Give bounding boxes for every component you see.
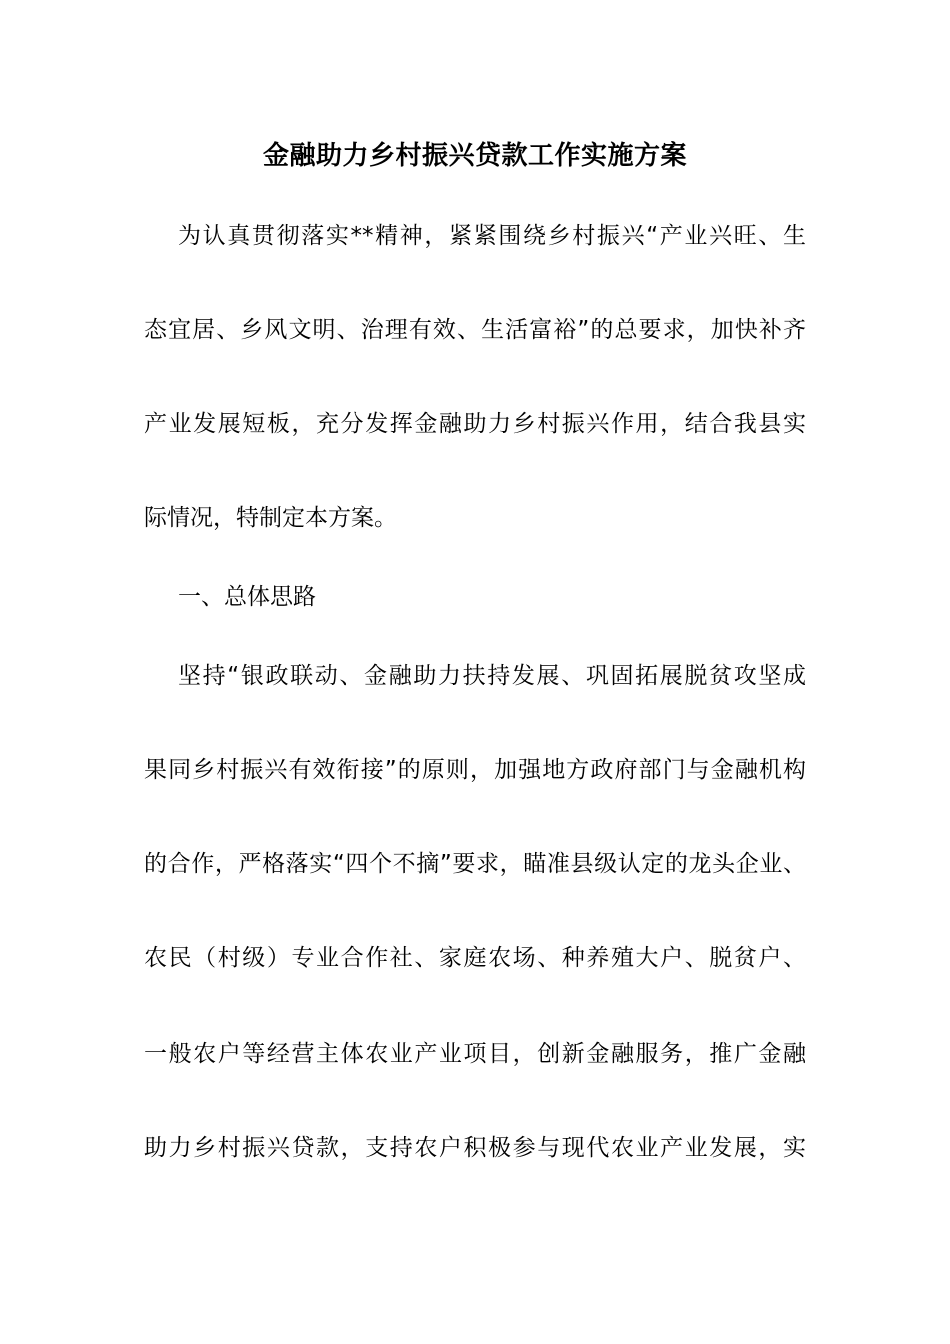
paragraph-1-line-2: 态宜居、乡风文明、治理有效、生活富裕”的总要求，加快补齐	[144, 317, 806, 343]
paragraph-1-line-4: 际情况，特制定本方案。	[144, 505, 397, 531]
document-title: 金融助力乡村振兴贷款工作实施方案	[262, 141, 687, 171]
paragraph-2-line-5: 一般农户等经营主体农业产业项目，创新金融服务，推广金融	[144, 1041, 806, 1067]
paragraph-1-line-1: 为认真贯彻落实**精神，紧紧围绕乡村振兴“产业兴旺、生	[178, 223, 806, 249]
paragraph-1-line-3: 产业发展短板，充分发挥金融助力乡村振兴作用，结合我县实	[144, 411, 806, 437]
paragraph-2-line-3: 的合作，严格落实“四个不摘”要求，瞄准县级认定的龙头企业、	[144, 851, 806, 877]
paragraph-2-line-4: 农民（村级）专业合作社、家庭农场、种养殖大户、脱贫户、	[144, 945, 806, 971]
section-heading-overall-approach: 一、总体思路	[178, 584, 316, 610]
paragraph-2-line-6: 助力乡村振兴贷款，支持农户积极参与现代农业产业发展，实	[144, 1135, 806, 1161]
paragraph-2-line-2: 果同乡村振兴有效衔接”的原则，加强地方政府部门与金融机构	[144, 757, 806, 783]
paragraph-2-line-1: 坚持“银政联动、金融助力扶持发展、巩固拓展脱贫攻坚成	[178, 663, 806, 689]
